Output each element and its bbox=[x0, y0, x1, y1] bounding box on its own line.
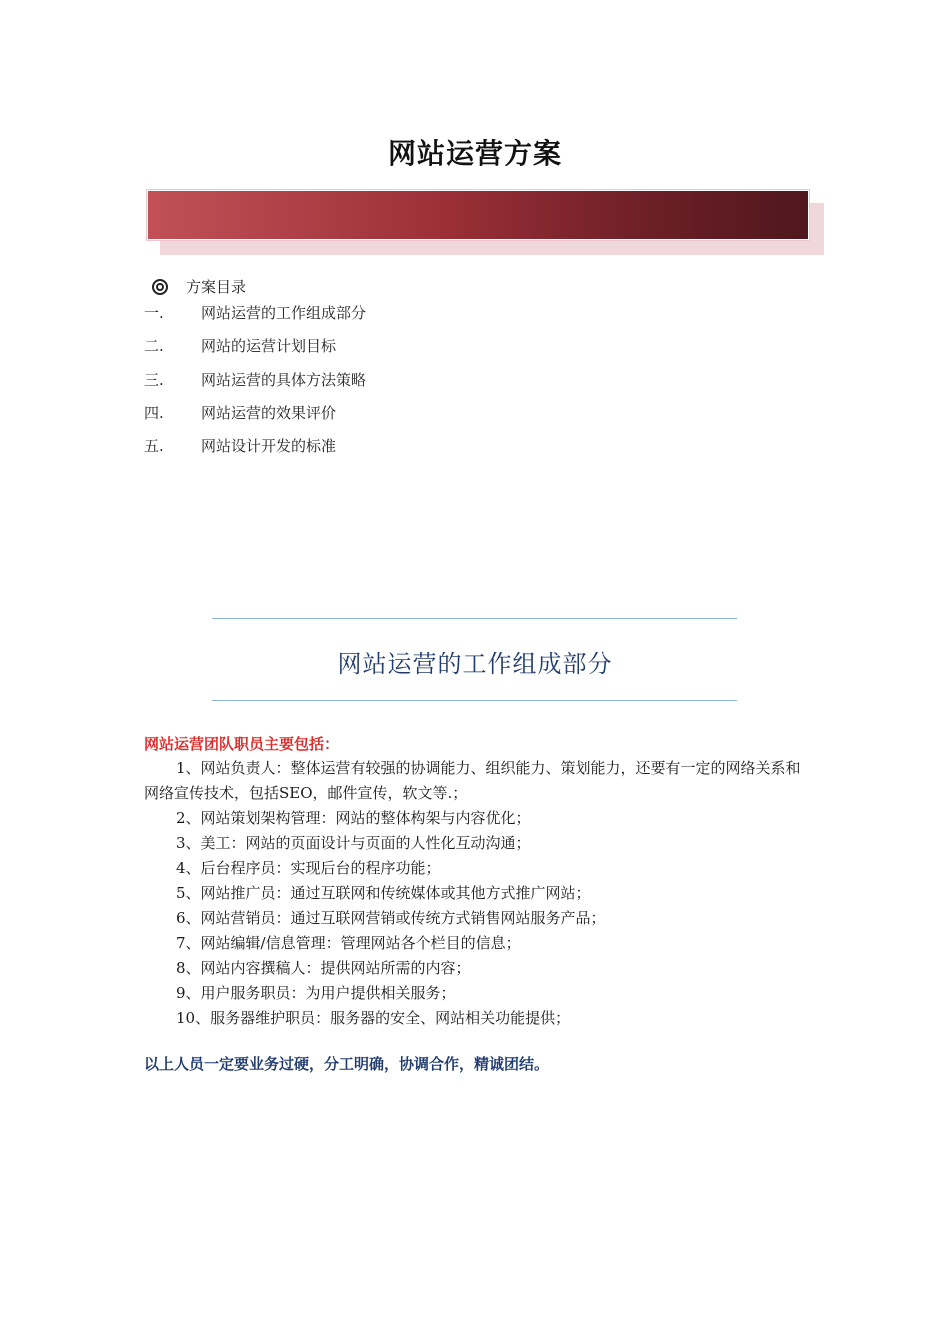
role-item: 6、网站营销员：通过互联网营销或传统方式销售网站服务产品； bbox=[176, 909, 606, 927]
toc-heading-label: 方案目录 bbox=[186, 278, 247, 296]
section-rule-bottom bbox=[212, 700, 737, 701]
role-item: 9、用户服务职员：为用户提供相关服务； bbox=[176, 984, 456, 1002]
roles-list bbox=[144, 756, 812, 1031]
toc-item-text: 网站运营的效果评价 bbox=[201, 404, 337, 422]
bullseye-icon bbox=[152, 279, 168, 295]
toc-item-number: 三. bbox=[144, 371, 164, 389]
toc-item-number: 四. bbox=[144, 404, 164, 422]
toc-item-number: 二. bbox=[144, 337, 164, 355]
role-item: 8、网站内容撰稿人：提供网站所需的内容； bbox=[176, 959, 471, 977]
role-item: 7、网站编辑/信息管理：管理网站各个栏目的信息； bbox=[176, 934, 521, 952]
toc-item-number: 五. bbox=[144, 437, 164, 455]
role-item: 5、网站推广员：通过互联网和传统媒体或其他方式推广网站； bbox=[176, 884, 591, 902]
section-title: 网站运营的工作组成部分 bbox=[337, 650, 613, 678]
role-item: 10、服务器维护职员：服务器的安全、网站相关功能提供； bbox=[176, 1009, 571, 1027]
document-title: 网站运营方案 bbox=[387, 137, 562, 170]
title-banner bbox=[146, 189, 810, 241]
toc-item-text: 网站运营的工作组成部分 bbox=[201, 304, 367, 322]
closing-statement: 以上人员一定要业务过硬，分工明确，协调合作，精诚团结。 bbox=[144, 1055, 550, 1073]
section-rule-top bbox=[212, 618, 737, 619]
role-item: 3、美工：网站的页面设计与页面的人性化互动沟通； bbox=[176, 834, 531, 852]
role-item: 1、网站负责人：整体运营有较强的协调能力、组织能力、策划能力，还要有一定的网络关系和网络宣传技术，包括SEO，邮件宣传，软文等.； bbox=[144, 759, 801, 802]
toc-item-number: 一. bbox=[144, 304, 164, 322]
team-heading: 网站运营团队职员主要包括： bbox=[144, 735, 340, 753]
role-item: 4、后台程序员：实现后台的程序功能； bbox=[176, 859, 441, 877]
role-item: 2、网站策划架构管理：网站的整体构架与内容优化； bbox=[176, 809, 531, 827]
toc-item-text: 网站运营的具体方法策略 bbox=[201, 371, 367, 389]
toc-item-text: 网站设计开发的标准 bbox=[201, 437, 337, 455]
toc-heading bbox=[152, 276, 246, 297]
toc-item-text: 网站的运营计划目标 bbox=[201, 337, 337, 355]
